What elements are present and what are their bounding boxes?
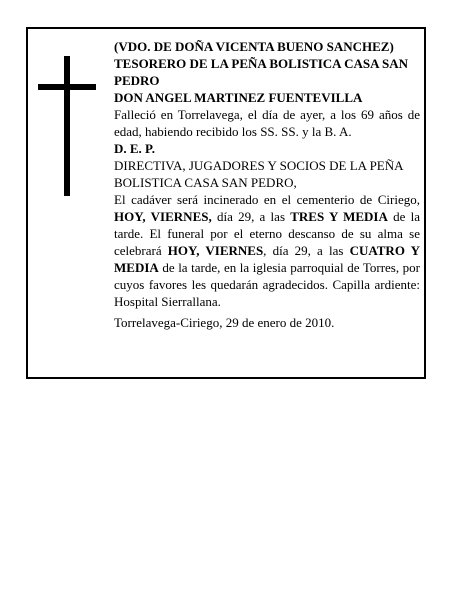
heading-deceased-name: DON ANGEL MARTINEZ FUENTEVILLA xyxy=(114,90,363,105)
cremation-day: HOY, VIERNES, xyxy=(114,209,212,224)
funeral-time: CUATRO Y MEDIA xyxy=(114,243,420,275)
cremation-text-a: El cadáver será incinerado en el cementerio de Ciriego, xyxy=(114,192,420,207)
heading-widow-line: (VDO. DE DOÑA VICENTA BUENO SANCHEZ) xyxy=(114,39,394,54)
closing-place-date: Torrelavega-Ciriego, 29 de enero de 2010. xyxy=(114,315,335,330)
obituary-text xyxy=(114,38,420,331)
death-statement: Falleció en Torrelavega, el día de ayer, a los 69 años de edad, habiendo recibido los SS. SS. y la B. A. xyxy=(114,107,420,139)
cremation-text-c: de la tarde. El funeral por el eterno descanso de su alma se celebrará xyxy=(114,209,420,258)
heading-role-line: TESORERO DE LA PEÑA BOLISTICA CASA SAN PEDRO xyxy=(114,56,409,88)
mourners-line: DIRECTIVA, JUGADORES Y SOCIOS DE LA PEÑA BOLISTICA CASA SAN PEDRO, xyxy=(114,158,403,190)
ceremony-paragraph xyxy=(114,191,420,310)
funeral-day: HOY, VIERNES xyxy=(167,243,264,258)
cremation-text-b: día 29, a las xyxy=(211,209,291,224)
cremation-time: TRES Y MEDIA xyxy=(290,209,388,224)
cross-icon-vertical-bar xyxy=(64,56,70,196)
funeral-text-b: , día 29, a las xyxy=(263,243,350,258)
dep-line: D. E. P. xyxy=(114,141,156,156)
cross-icon-horizontal-bar xyxy=(38,84,96,90)
funeral-text-c: de la tarde, en la iglesia parroquial de Torres, por cuyos favores les quedarán agradecidos. Capilla ardiente: Hospital Sierrallana. xyxy=(114,260,420,309)
